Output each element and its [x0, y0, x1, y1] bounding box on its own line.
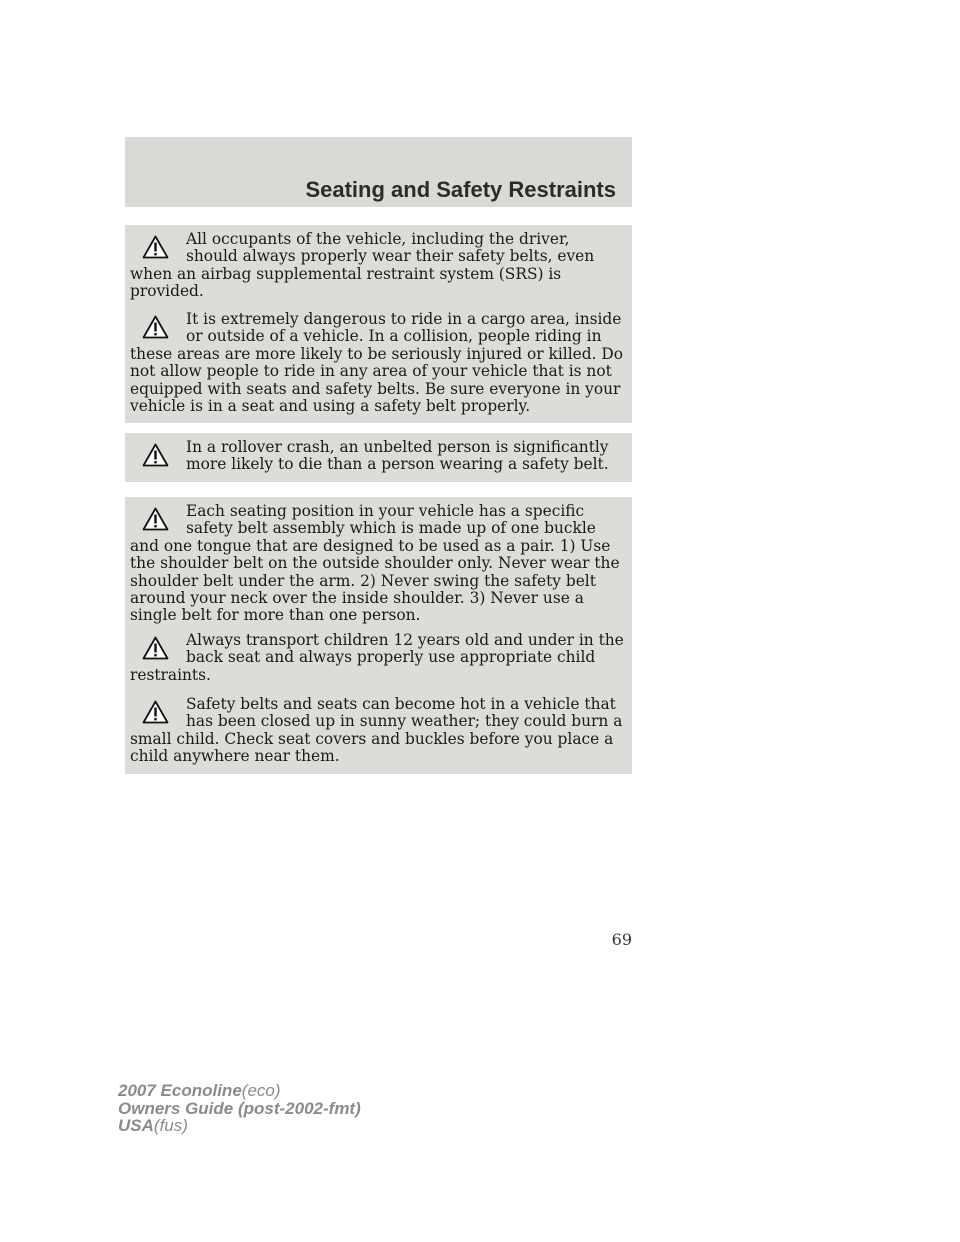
warning-text: It is extremely dangerous to ride in a cargo area, inside or outside of a vehicle. In a collision, people riding in these areas are more likely to be seriously injured or killed. Do not allow people to ride in any area of your vehicle that is not equipped with seats and safety belts. Be sure everyone in your vehicle is in a seat and using a safety belt properly. — [130, 310, 624, 416]
footer-model-line — [118, 1082, 361, 1100]
footer-model: 2007 Econoline — [118, 1081, 242, 1100]
footer-market: USA — [118, 1116, 154, 1135]
warning-text: Each seating position in your vehicle has a specific safety belt assembly which is made up of one buckle and one tongue that are designed to be used as a pair. 1) Use the shoulder belt on the outside shoulder only. Never wear the shoulder belt under the arm. 2) Never swing the safety belt around your neck over the inside shoulder. 3) Never use a single belt for more than one person. — [130, 502, 620, 625]
footer-guide-line — [118, 1100, 361, 1118]
warning-text: Always transport children 12 years old and under in the back seat and always properly use appropriate child restraints. — [130, 631, 624, 684]
warning-box — [125, 433, 632, 482]
footer-model-code: (eco) — [241, 1081, 281, 1100]
footer-guide: Owners Guide (post-2002-fmt) — [118, 1098, 361, 1118]
warning-triangle-icon — [142, 700, 169, 724]
document-footer — [118, 1082, 361, 1135]
warning-triangle-icon — [142, 636, 169, 660]
warning-triangle-icon — [142, 315, 169, 339]
footer-market-line — [118, 1117, 361, 1135]
warning-box — [125, 626, 632, 692]
warning-triangle-icon — [142, 507, 169, 531]
warning-text: Safety belts and seats can become hot in a vehicle that has been closed up in sunny weather; they could burn a small child. Check seat covers and buckles before you place a child anywhere near them. — [130, 695, 623, 766]
warning-triangle-icon — [142, 235, 169, 259]
warning-triangle-icon — [142, 443, 169, 467]
warning-text: In a rollover crash, an unbelted person is significantly more likely to die than a person wearing a safety belt. — [186, 438, 609, 474]
page-number: 69 — [611, 930, 632, 949]
warning-box — [125, 497, 632, 633]
warning-text: All occupants of the vehicle, including the driver, should always properly wear their safety belts, even when an airbag supplemental restraint system (SRS) is provided. — [130, 230, 595, 301]
section-header — [125, 137, 632, 207]
section-title: Seating and Safety Restraints — [305, 177, 616, 202]
warning-box — [125, 305, 632, 423]
footer-market-code: (fus) — [153, 1116, 188, 1135]
warning-box — [125, 225, 632, 309]
warning-box — [125, 690, 632, 774]
